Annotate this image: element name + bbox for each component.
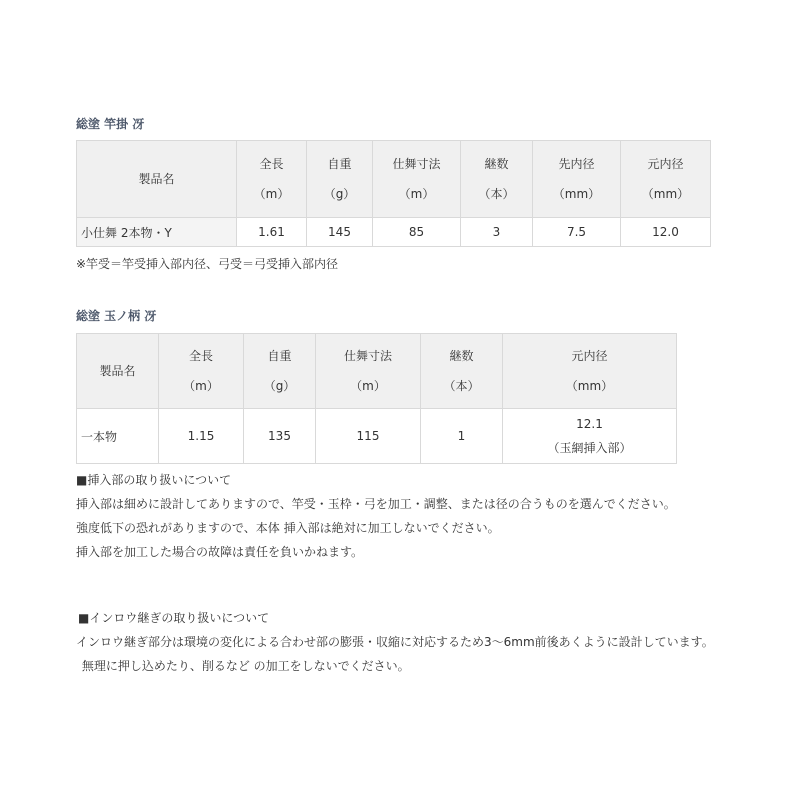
note-line: 挿入部は細めに設計してありますので、竿受・玉枠・弓を加工・調整、または径の合うものを選んでください。	[76, 497, 676, 511]
spec-table-net-handle	[76, 333, 677, 464]
spec-table-rod-holder	[76, 140, 711, 247]
cell-product-name: 小仕舞 2本物・Y	[77, 218, 237, 247]
header-sections: 継数 （本）	[421, 334, 503, 409]
table-row	[77, 409, 677, 464]
cell-closed-length: 85	[373, 218, 461, 247]
cell-base-inner-diameter: 12.0	[621, 218, 711, 247]
cell-length: 1.15	[159, 409, 244, 464]
note-line: 強度低下の恐れがありますので、本体 挿入部は絶対に加工しないでください。	[76, 521, 500, 535]
header-base-inner-diameter: 元内径 （mm）	[621, 141, 711, 218]
header-length: 全長 （m）	[159, 334, 244, 409]
cell-sections: 1	[421, 409, 503, 464]
table1-title: 総塗 竿掛 冴	[76, 117, 145, 131]
header-product-name: 製品名	[77, 141, 237, 218]
cell-tip-inner-diameter: 7.5	[533, 218, 621, 247]
header-weight: 自重 （g）	[307, 141, 373, 218]
header-closed-length: 仕舞寸法 （m）	[373, 141, 461, 218]
cell-length: 1.61	[237, 218, 307, 247]
header-sections: 継数 （本）	[461, 141, 533, 218]
note-line: インロウ継ぎ部分は環境の変化による合わせ部の膨張・収縮に対応するため3～6mm前後あくように設計しています。	[76, 635, 714, 649]
cell-sections: 3	[461, 218, 533, 247]
cell-closed-length: 115	[316, 409, 421, 464]
cell-weight: 135	[244, 409, 316, 464]
table1-footnote: ※竿受＝竿受挿入部内径、弓受＝弓受挿入部内径	[76, 257, 339, 271]
header-tip-inner-diameter: 先内径 （mm）	[533, 141, 621, 218]
header-weight: 自重 （g）	[244, 334, 316, 409]
spigot-joint-notes	[78, 606, 714, 678]
table2-title: 総塗 玉ノ柄 冴	[76, 309, 157, 323]
cell-base-inner-diameter: 12.1 （玉網挿入部）	[503, 409, 677, 464]
cell-weight: 145	[307, 218, 373, 247]
header-base-inner-diameter: 元内径 （mm）	[503, 334, 677, 409]
cell-product-name: 一本物	[77, 409, 159, 464]
notes-heading: ■挿入部の取り扱いについて	[76, 473, 232, 487]
header-row	[77, 141, 711, 218]
table-row	[77, 218, 711, 247]
header-row	[77, 334, 677, 409]
header-closed-length: 仕舞寸法 （m）	[316, 334, 421, 409]
insert-handling-notes	[76, 468, 676, 564]
header-length: 全長 （m）	[237, 141, 307, 218]
notes-heading: ■インロウ継ぎの取り扱いについて	[78, 611, 270, 625]
note-line: 無理に押し込めたり、削るなど の加工をしないでください。	[78, 659, 410, 673]
header-product-name: 製品名	[77, 334, 159, 409]
note-line: 挿入部を加工した場合の故障は責任を負いかねます。	[76, 545, 364, 559]
